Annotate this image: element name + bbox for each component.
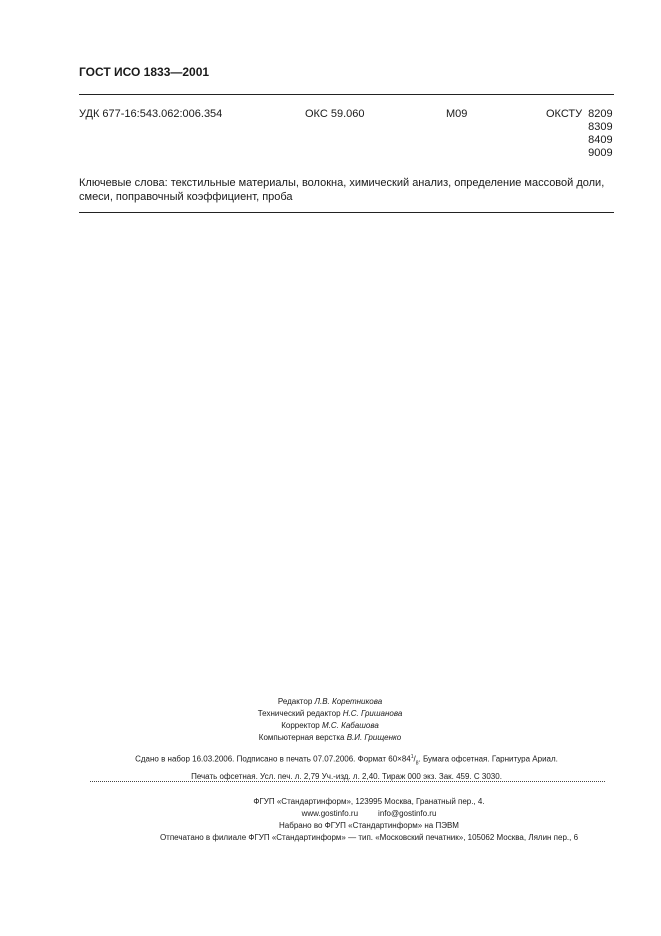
publisher-address: ФГУП «Стандартинформ», 123995 Москва, Гранатный пер., 4. bbox=[253, 797, 485, 806]
document-title: ГОСТ ИСО 1833—2001 bbox=[79, 65, 210, 79]
bottom-divider bbox=[79, 212, 614, 213]
group-code: М09 bbox=[446, 108, 468, 120]
okstu-code: 8209 bbox=[588, 108, 613, 120]
okstu-block bbox=[546, 108, 613, 160]
print-info bbox=[79, 751, 614, 783]
credit-layout: Компьютерная верстка В.И. Грищенко bbox=[258, 733, 402, 742]
publisher-website[interactable]: www.gostinfo.ru bbox=[301, 809, 359, 818]
oks-code: ОКС 59.060 bbox=[305, 108, 365, 120]
top-divider bbox=[79, 94, 614, 95]
credit-tech-editor: Технический редактор Н.С. Гришанова bbox=[257, 709, 403, 718]
publisher-email[interactable]: info@gostinfo.ru bbox=[378, 809, 437, 818]
okstu-label: ОКСТУ bbox=[546, 108, 583, 120]
okstu-code: 9009 bbox=[588, 147, 613, 159]
print-info-line-1: Сдано в набор 16.03.2006. Подписано в печать 07.07.2006. Формат $60\times 84^1/_8$. Бумага офсетная. Гарнитура Ариал. bbox=[135, 754, 558, 767]
publisher-block bbox=[79, 796, 659, 844]
publisher-printed: Отпечатано в филиале ФГУП «Стандартинформ» — тип. «Московский печатник», 105062 Москва, Лялин пер., 6 bbox=[159, 833, 579, 842]
print-info-line-2: Печать офсетная. Усл. печ. л. 2,79 Уч.-изд. л. 2,40. Тираж 000 экз. Зак. 459. С 3030. bbox=[191, 772, 502, 782]
credits-block bbox=[150, 696, 510, 744]
credit-proofreader: Корректор М.С. Кабашова bbox=[281, 721, 379, 730]
publisher-contacts bbox=[79, 808, 659, 820]
keywords: Ключевые слова: текстильные материалы, волокна, химический анализ, определение массовой доли, смеси, поправочный коэффициент, проба bbox=[79, 177, 605, 203]
credit-editor: Редактор Л.В. Коретникова bbox=[277, 697, 383, 706]
publisher-typeset: Набрано во ФГУП «Стандартинформ» на ПЭВМ bbox=[279, 821, 459, 830]
okstu-codes bbox=[588, 108, 612, 160]
okstu-code: 8409 bbox=[588, 134, 613, 146]
okstu-code: 8309 bbox=[588, 121, 613, 133]
dotted-divider bbox=[90, 781, 605, 782]
udk-code: УДК 677-16:543.062:006.354 bbox=[79, 108, 223, 120]
